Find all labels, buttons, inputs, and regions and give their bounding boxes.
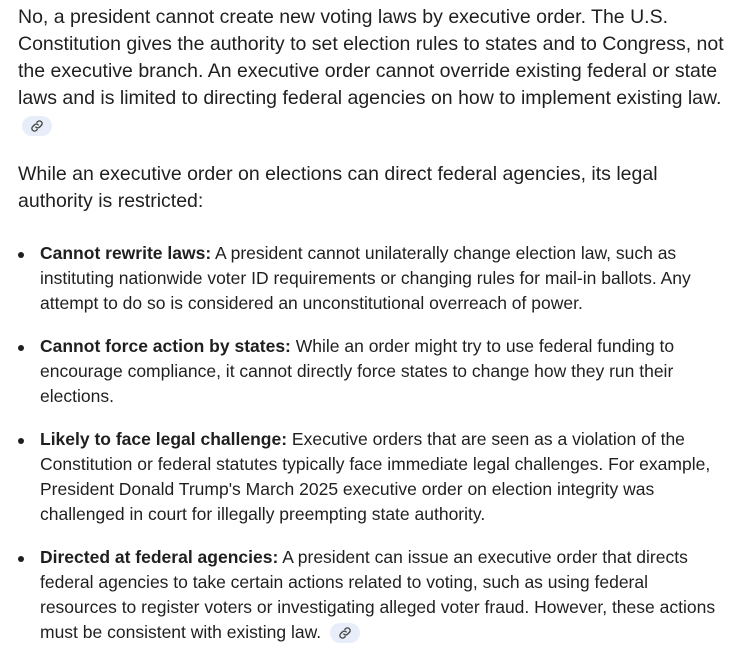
list-item	[18, 427, 725, 527]
citation-link-button[interactable]	[330, 623, 360, 643]
answer-paragraph-text: No, a president cannot create new voting laws by executive order. The U.S. Constitution gives the authority to set election rules to states and to Congress, not the executive branch. An executive order cannot override existing federal or state laws and is limited to directing federal agencies on how to implement existing law.	[18, 6, 724, 109]
citation-link-button[interactable]	[22, 116, 52, 136]
list-item	[18, 334, 725, 409]
answer-paragraph-intro: While an executive order on elections can direct federal agencies, its legal authority is restricted:	[18, 163, 658, 212]
list-item	[18, 241, 725, 316]
list-item-text: A president cannot unilaterally change election law, such as instituting nationwide voter ID requirements or changing rules for mail-in ballots. Any attempt to do so is considered an unconstitutional overreach of power.	[40, 243, 691, 313]
list-item-lead: Likely to face legal challenge:	[40, 429, 288, 449]
bullet-dot	[18, 345, 24, 351]
answer-paragraph-summary	[18, 4, 725, 139]
bullet-dot	[18, 252, 24, 258]
list-item-lead: Cannot rewrite laws:	[40, 243, 212, 263]
link-icon	[30, 119, 44, 133]
list-item-lead: Cannot force action by states:	[40, 336, 291, 356]
bullet-dot	[18, 556, 24, 562]
list-item	[18, 545, 725, 645]
list-item-lead: Directed at federal agencies:	[40, 547, 279, 567]
restrictions-list	[18, 241, 725, 645]
link-icon	[338, 626, 352, 640]
bullet-dot	[18, 438, 24, 444]
list-item-text: A president can issue an executive order that directs federal agencies to take certain actions related to voting, such as using federal resources to register voters or investigating alleged voter fraud. However, these actions must be consistent with existing law.	[40, 547, 716, 642]
list-item-text: While an order might try to use federal funding to encourage compliance, it cannot directly force states to change how they run their elections.	[40, 336, 675, 406]
list-item-text: Executive orders that are seen as a violation of the Constitution or federal statutes typically face immediate legal challenges. For example, President Donald Trump's March 2025 executive order on election integrity was challenged in court for illegally preempting state authority.	[40, 429, 711, 524]
